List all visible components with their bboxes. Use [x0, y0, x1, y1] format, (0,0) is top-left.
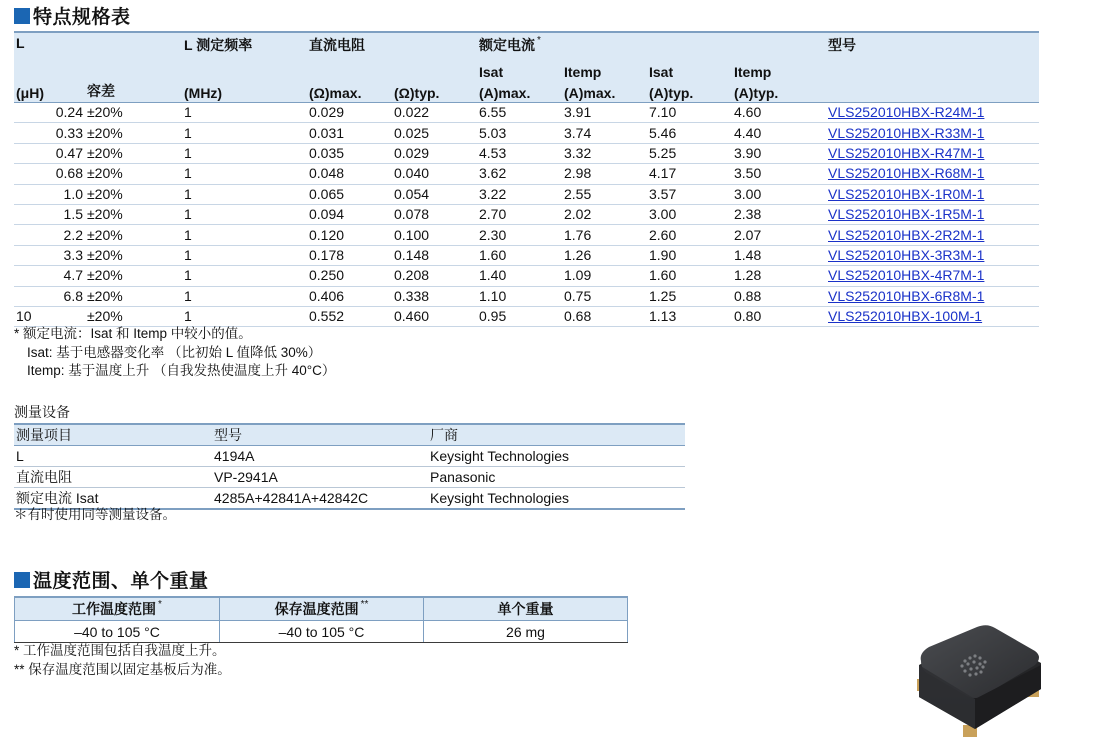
temp-header-text: 工作温度范围 — [72, 601, 157, 617]
spec-cell: ±20% — [85, 184, 182, 204]
temp-header-text: 单个重量 — [497, 601, 554, 617]
temp-header-text: 保存温度范围 — [274, 601, 359, 617]
spec-cell: 0.094 — [307, 204, 392, 224]
temp-note-2: ** 保存温度范围以固定基板后为准。 — [14, 661, 231, 677]
temp-header-operating — [15, 597, 220, 621]
header-rated-text: 额定电流 — [479, 37, 535, 53]
spec-cell: 5.03 — [477, 123, 562, 143]
model-link[interactable]: VLS252010HBX-4R7M-1 — [828, 267, 985, 284]
model-cell[interactable] — [826, 266, 1039, 286]
model-cell[interactable] — [826, 103, 1039, 123]
spec-cell: 4.7 — [14, 266, 85, 286]
spec-cell: 0.078 — [392, 204, 477, 224]
header-tolerance: 容差 — [85, 80, 182, 103]
spec-title-text: 特点规格表 — [33, 7, 131, 28]
spec-cell: 0.208 — [392, 266, 477, 286]
temp-header-storage — [220, 597, 424, 621]
spec-cell: 0.178 — [307, 245, 392, 265]
header-dcr: 直流电阻 — [307, 32, 392, 59]
spec-cell: ±20% — [85, 306, 182, 326]
spec-cell: 3.90 — [732, 143, 826, 163]
spec-cell: 0.029 — [307, 103, 392, 123]
spec-cell: 3.91 — [562, 103, 647, 123]
eq-cell: 4285A+42841A+42842C — [212, 487, 428, 509]
inductor-product-image — [915, 625, 1045, 743]
spec-cell: 1.13 — [647, 306, 732, 326]
header-l-unit: (μH) — [14, 80, 85, 103]
eq-cell: 4194A — [212, 446, 428, 467]
model-cell[interactable] — [826, 306, 1039, 326]
spec-cell: 0.33 — [14, 123, 85, 143]
equipment-note: ＊有时使用同等测量设备。 — [14, 507, 176, 522]
model-cell[interactable] — [826, 184, 1039, 204]
spec-cell: 0.054 — [392, 184, 477, 204]
spec-cell: 3.00 — [647, 204, 732, 224]
spec-cell: ±20% — [85, 143, 182, 163]
spec-cell: 1 — [182, 184, 307, 204]
temp-note-1: * 工作温度范围包括自我温度上升。 — [14, 643, 226, 658]
spec-cell: 3.62 — [477, 164, 562, 184]
eq-cell: 额定电流 Isat — [14, 487, 212, 509]
spec-cell: 0.88 — [732, 286, 826, 306]
spec-cell: 1 — [182, 123, 307, 143]
spec-cell: 4.60 — [732, 103, 826, 123]
spec-cell: ±20% — [85, 286, 182, 306]
table-row — [15, 621, 628, 643]
spec-cell: 1.28 — [732, 266, 826, 286]
model-link[interactable]: VLS252010HBX-1R0M-1 — [828, 185, 985, 202]
spec-note-1: * 额定电流：Isat 和 Itemp 中较小的值。 — [14, 326, 252, 341]
spec-table — [14, 31, 1039, 327]
header-itemp-typ-unit: (A)typ. — [732, 80, 826, 103]
spec-cell: 5.46 — [647, 123, 732, 143]
spec-cell: 1.90 — [647, 245, 732, 265]
model-cell[interactable] — [826, 164, 1039, 184]
eq-cell: Panasonic — [428, 466, 685, 487]
temp-table — [14, 596, 628, 643]
table-row — [14, 266, 1039, 286]
table-row — [14, 123, 1039, 143]
spec-cell: 1.60 — [477, 245, 562, 265]
spec-cell: 0.148 — [392, 245, 477, 265]
eq-cell: VP-2941A — [212, 466, 428, 487]
spec-cell: 2.30 — [477, 225, 562, 245]
spec-cell: 1.76 — [562, 225, 647, 245]
spec-cell: 1 — [182, 225, 307, 245]
header-freq: L 测定频率 — [182, 32, 307, 59]
header-rated-mark: * — [537, 35, 541, 46]
spec-cell: 3.22 — [477, 184, 562, 204]
header-isat-typ-unit: (A)typ. — [647, 80, 732, 103]
header-dcr-max: (Ω)max. — [307, 80, 392, 103]
spec-cell: 4.17 — [647, 164, 732, 184]
model-cell[interactable] — [826, 123, 1039, 143]
header-isat-max: Isat — [477, 59, 562, 80]
spec-cell: 0.031 — [307, 123, 392, 143]
temp-title-text: 温度范围、单个重量 — [33, 571, 209, 592]
spec-cell: 0.120 — [307, 225, 392, 245]
spec-cell: 2.55 — [562, 184, 647, 204]
spec-notes — [14, 325, 335, 381]
spec-cell: 3.50 — [732, 164, 826, 184]
spec-cell: 1.10 — [477, 286, 562, 306]
table-row — [14, 184, 1039, 204]
spec-cell: ±20% — [85, 164, 182, 184]
temp-section-title — [14, 566, 209, 593]
temp-header-mark: * — [158, 599, 162, 610]
spec-cell: 0.68 — [562, 306, 647, 326]
temp-operating-value: –40 to 105 °C — [15, 621, 220, 643]
spec-cell: 0.338 — [392, 286, 477, 306]
table-row — [14, 286, 1039, 306]
spec-cell: ±20% — [85, 266, 182, 286]
spec-cell: 3.57 — [647, 184, 732, 204]
spec-cell: 0.95 — [477, 306, 562, 326]
spec-cell: 6.55 — [477, 103, 562, 123]
spec-cell: 0.460 — [392, 306, 477, 326]
header-rated — [477, 32, 647, 59]
spec-cell: 0.24 — [14, 103, 85, 123]
model-link[interactable]: VLS252010HBX-3R3M-1 — [828, 246, 985, 263]
spec-cell: 0.025 — [392, 123, 477, 143]
spec-cell: 1 — [182, 143, 307, 163]
spec-cell: 3.32 — [562, 143, 647, 163]
spec-cell: ±20% — [85, 225, 182, 245]
table-row — [14, 204, 1039, 224]
spec-cell: 3.74 — [562, 123, 647, 143]
spec-cell: 10 — [14, 306, 85, 326]
eq-cell: L — [14, 446, 212, 467]
spec-cell: 2.2 — [14, 225, 85, 245]
spec-cell: 1 — [182, 204, 307, 224]
spec-cell: 2.38 — [732, 204, 826, 224]
spec-cell: 1.26 — [562, 245, 647, 265]
section-square-icon — [14, 8, 30, 24]
spec-cell: 1 — [182, 103, 307, 123]
spec-cell: ±20% — [85, 204, 182, 224]
model-link[interactable]: VLS252010HBX-R68M-1 — [828, 165, 985, 182]
spec-cell: ±20% — [85, 103, 182, 123]
model-link[interactable]: VLS252010HBX-R24M-1 — [828, 104, 985, 121]
model-link[interactable]: VLS252010HBX-R33M-1 — [828, 124, 985, 141]
spec-cell: 4.53 — [477, 143, 562, 163]
eq-header-maker: 厂商 — [428, 424, 685, 446]
model-cell[interactable] — [826, 204, 1039, 224]
spec-cell: 0.47 — [14, 143, 85, 163]
spec-cell: 2.02 — [562, 204, 647, 224]
model-cell[interactable] — [826, 225, 1039, 245]
spec-cell: 0.250 — [307, 266, 392, 286]
spec-cell: 3.00 — [732, 184, 826, 204]
model-cell[interactable] — [826, 286, 1039, 306]
model-cell[interactable] — [826, 245, 1039, 265]
header-dcr-typ: (Ω)typ. — [392, 80, 477, 103]
model-link[interactable]: VLS252010HBX-2R2M-1 — [828, 226, 985, 243]
spec-cell: 1.0 — [14, 184, 85, 204]
spec-cell: 0.68 — [14, 164, 85, 184]
spec-cell: 1.40 — [477, 266, 562, 286]
spec-note-3: Itemp: 基于温度上升 （自我发热使温度上升 40°C） — [27, 363, 336, 378]
spec-cell: 4.40 — [732, 123, 826, 143]
spec-cell: 0.035 — [307, 143, 392, 163]
model-link[interactable]: VLS252010HBX-R47M-1 — [828, 144, 985, 161]
table-row — [14, 306, 1039, 326]
header-itemp-typ: Itemp — [732, 59, 826, 80]
header-isat-max-unit: (A)max. — [477, 80, 562, 103]
spec-cell: 2.07 — [732, 225, 826, 245]
spec-cell: 1.48 — [732, 245, 826, 265]
equipment-table — [14, 423, 685, 510]
spec-cell: 1 — [182, 286, 307, 306]
table-row — [14, 164, 1039, 184]
spec-cell: 3.3 — [14, 245, 85, 265]
table-row — [14, 245, 1039, 265]
spec-note-2: Isat: 基于电感器变化率 （比初始 L 值降低 30%） — [27, 344, 322, 360]
model-link[interactable]: VLS252010HBX-100M-1 — [828, 308, 983, 325]
eq-header-model: 型号 — [212, 424, 428, 446]
spec-cell: 7.10 — [647, 103, 732, 123]
weight-value: 26 mg — [424, 621, 628, 643]
header-itemp-max: Itemp — [562, 59, 647, 80]
spec-cell: 0.100 — [392, 225, 477, 245]
spec-cell: 0.80 — [732, 306, 826, 326]
model-link[interactable]: VLS252010HBX-6R8M-1 — [828, 287, 985, 304]
spec-cell: ±20% — [85, 123, 182, 143]
header-isat-typ: Isat — [647, 59, 732, 80]
spec-cell: 1 — [182, 266, 307, 286]
spec-cell: 2.70 — [477, 204, 562, 224]
spec-cell: 1.60 — [647, 266, 732, 286]
spec-cell: 2.60 — [647, 225, 732, 245]
temp-header-weight — [424, 597, 628, 621]
spec-cell: 0.065 — [307, 184, 392, 204]
spec-cell: 1 — [182, 164, 307, 184]
temp-notes — [14, 642, 231, 679]
spec-cell: 1 — [182, 245, 307, 265]
section-square-icon — [14, 572, 30, 588]
header-l: L — [14, 32, 85, 59]
eq-cell: Keysight Technologies — [428, 446, 685, 467]
equipment-title: 测量设备 — [14, 404, 70, 420]
spec-cell: 5.25 — [647, 143, 732, 163]
eq-header-item: 测量项目 — [14, 424, 212, 446]
spec-cell: 0.022 — [392, 103, 477, 123]
spec-table-body — [14, 103, 1039, 327]
table-row — [14, 225, 1039, 245]
table-row — [14, 143, 1039, 163]
eq-cell: Keysight Technologies — [428, 487, 685, 509]
temp-storage-value: –40 to 105 °C — [220, 621, 424, 643]
spec-cell: 0.552 — [307, 306, 392, 326]
spec-cell: 1.25 — [647, 286, 732, 306]
model-link[interactable]: VLS252010HBX-1R5M-1 — [828, 206, 985, 223]
header-freq-unit: (MHz) — [182, 80, 307, 103]
spec-cell: ±20% — [85, 245, 182, 265]
spec-section-title — [14, 2, 131, 29]
spec-cell: 6.8 — [14, 286, 85, 306]
table-row — [14, 446, 685, 467]
table-row — [14, 103, 1039, 123]
spec-cell: 0.406 — [307, 286, 392, 306]
spec-cell: 1 — [182, 306, 307, 326]
table-row — [14, 466, 685, 487]
spec-cell: 0.029 — [392, 143, 477, 163]
spec-cell: 1.5 — [14, 204, 85, 224]
eq-cell: 直流电阻 — [14, 466, 212, 487]
spec-cell: 0.040 — [392, 164, 477, 184]
spec-cell: 0.75 — [562, 286, 647, 306]
spec-cell: 1.09 — [562, 266, 647, 286]
spec-cell: 0.048 — [307, 164, 392, 184]
header-model: 型号 — [826, 32, 1039, 59]
spec-cell: 2.98 — [562, 164, 647, 184]
temp-header-mark: ** — [360, 599, 369, 610]
model-cell[interactable] — [826, 143, 1039, 163]
header-itemp-max-unit: (A)max. — [562, 80, 647, 103]
